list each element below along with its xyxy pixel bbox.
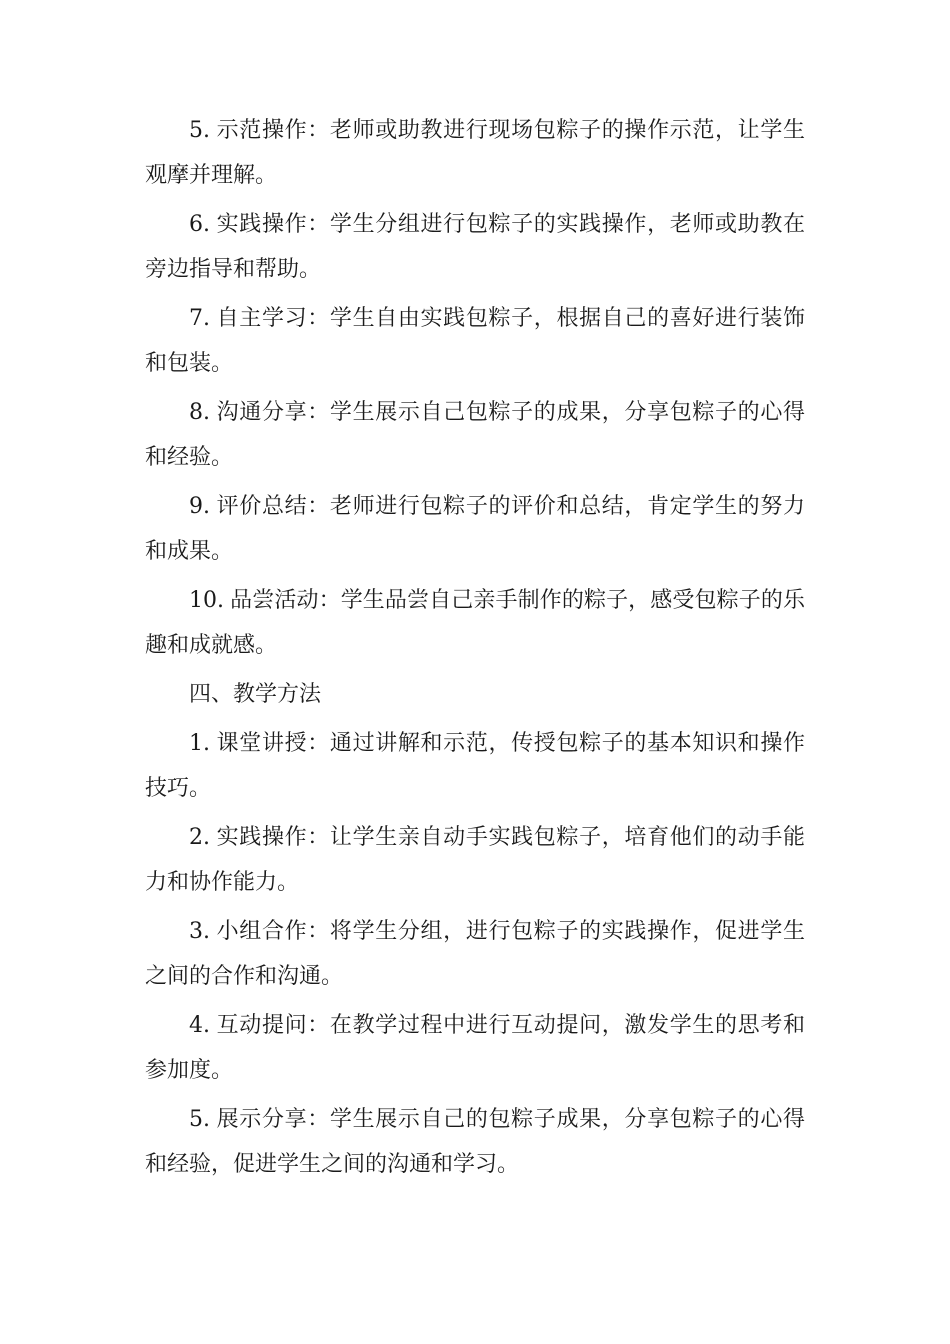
method-text: 互动提问：在教学过程中进行互动提问，激发学生的思考和参加度。: [145, 1013, 805, 1083]
section-heading: 四、教学方法: [189, 682, 322, 707]
step-number: 8.: [189, 400, 210, 425]
method-number: 3.: [189, 919, 210, 944]
step-number: 5.: [189, 118, 210, 143]
step-item: [145, 296, 805, 386]
step-text: 沟通分享：学生展示自己包粽子的成果，分享包粽子的心得和经验。: [145, 400, 805, 470]
method-text: 展示分享：学生展示自己的包粽子成果，分享包粽子的心得和经验，促进学生之间的沟通和学习。: [145, 1107, 805, 1177]
step-text: 评价总结：老师进行包粽子的评价和总结，肯定学生的努力和成果。: [145, 494, 805, 564]
step-number: 9.: [189, 494, 210, 519]
document-body: [145, 108, 805, 1191]
method-number: 1.: [189, 731, 210, 756]
step-item: [145, 390, 805, 480]
method-text: 实践操作：让学生亲自动手实践包粽子，培育他们的动手能力和协作能力。: [145, 825, 805, 895]
step-number: 7.: [189, 306, 210, 331]
method-number: 2.: [189, 825, 210, 850]
method-item: [145, 815, 805, 905]
step-text: 品尝活动：学生品尝自己亲手制作的粽子，感受包粽子的乐趣和成就感。: [145, 588, 805, 658]
step-item: [145, 202, 805, 292]
step-number: 6.: [189, 212, 210, 237]
step-text: 自主学习：学生自由实践包粽子，根据自己的喜好进行装饰和包装。: [145, 306, 805, 376]
method-item: [145, 721, 805, 811]
method-item: [145, 909, 805, 999]
method-item: [145, 1097, 805, 1187]
method-text: 课堂讲授：通过讲解和示范，传授包粽子的基本知识和操作技巧。: [145, 731, 805, 801]
step-text: 示范操作：老师或助教进行现场包粽子的操作示范，让学生观摩并理解。: [145, 118, 805, 188]
step-text: 实践操作：学生分组进行包粽子的实践操作，老师或助教在旁边指导和帮助。: [145, 212, 805, 282]
step-item: [145, 484, 805, 574]
step-number: 10.: [189, 588, 224, 613]
step-item: [145, 108, 805, 198]
method-number: 5.: [189, 1107, 210, 1132]
method-number: 4.: [189, 1013, 210, 1038]
step-item: [145, 578, 805, 668]
method-text: 小组合作：将学生分组，进行包粽子的实践操作，促进学生之间的合作和沟通。: [145, 919, 805, 989]
method-item: [145, 1003, 805, 1093]
